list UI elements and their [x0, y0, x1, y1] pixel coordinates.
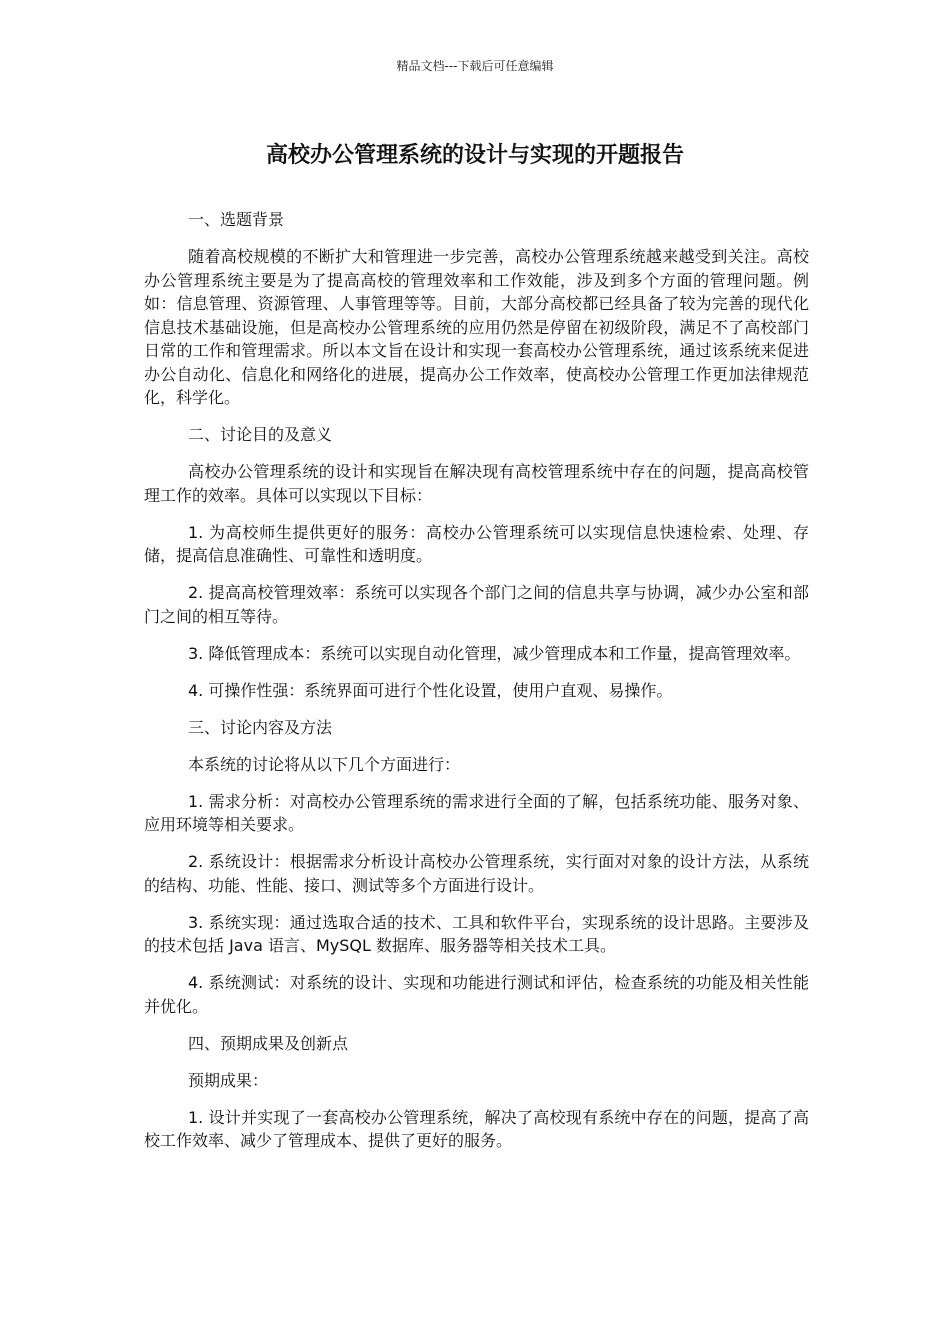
paragraph: 预期成果：	[188, 1070, 269, 1090]
paragraph: 随着高校规模的不断扩大和管理进一步完善，高校办公管理系统越来越受到关注。高校办公管理系统主要是为了提高高校的管理效率和工作效能，涉及到多个方面的管理问题。例如：信息管理、资源管理、人事管理等等。目前，大部分高校都已经具备了较为完善的现代化信息技术基础设施，但是高校办公管理系统的应用仍然是停留在初级阶段，满足不了高校部门日常的工作和管理需求。所以本文旨在设计和实现一套高校办公管理系统，通过该系统来促进办公自动化、信息化和网络化的进展，提高办公工作效率，使高校办公管理工作更加法律规范化，科学化。	[144, 247, 809, 407]
list-item: 4. 可操作性强：系统界面可进行个性化设置，使用户直观、易操作。	[188, 680, 673, 700]
list-item: 1. 设计并实现了一套高校办公管理系统，解决了高校现有系统中存在的问题，提高了高校工作效率、减少了管理成本、提供了更好的服务。	[144, 1107, 809, 1150]
list-item: 2. 提高高校管理效率：系统可以实现各个部门之间的信息共享与协调，减少办公室和部门之间的相互等待。	[144, 583, 809, 626]
page-header: 精品文档---下载后可任意编辑	[396, 59, 554, 73]
list-item: 3. 系统实现：通过选取合适的技术、工具和软件平台，实现系统的设计思路。主要涉及的技术包括 Java 语言、MySQL 数据库、服务器等相关技术工具。	[144, 912, 809, 955]
list-item: 1. 需求分析：对高校办公管理系统的需求进行全面的了解，包括系统功能、服务对象、应用环境等相关要求。	[144, 791, 809, 834]
section-heading: 二、讨论目的及意义	[188, 425, 333, 444]
list-item: 4. 系统测试：对系统的设计、实现和功能进行测试和评估，检查系统的功能及相关性能并优化。	[144, 973, 809, 1016]
list-item: 1. 为高校师生提供更好的服务：高校办公管理系统可以实现信息快速检索、处理、存储，提高信息准确性、可靠性和透明度。	[144, 522, 809, 565]
paragraph: 高校办公管理系统的设计和实现旨在解决现有高校管理系统中存在的问题，提高高校管理工作的效率。具体可以实现以下目标：	[144, 462, 809, 505]
document-body	[144, 208, 809, 1166]
list-item: 3. 降低管理成本：系统可以实现自动化管理，减少管理成本和工作量，提高管理效率。	[188, 643, 801, 663]
paragraph: 本系统的讨论将从以下几个方面进行：	[188, 754, 461, 774]
list-item: 2. 系统设计：根据需求分析设计高校办公管理系统，实行面对对象的设计方法，从系统的结构、功能、性能、接口、测试等多个方面进行设计。	[144, 852, 809, 895]
section-heading: 一、选题背景	[188, 210, 285, 229]
section-heading: 三、讨论内容及方法	[188, 717, 333, 737]
section-heading: 四、预期成果及创新点	[188, 1033, 349, 1053]
document-title: 高校办公管理系统的设计与实现的开题报告	[265, 143, 684, 168]
